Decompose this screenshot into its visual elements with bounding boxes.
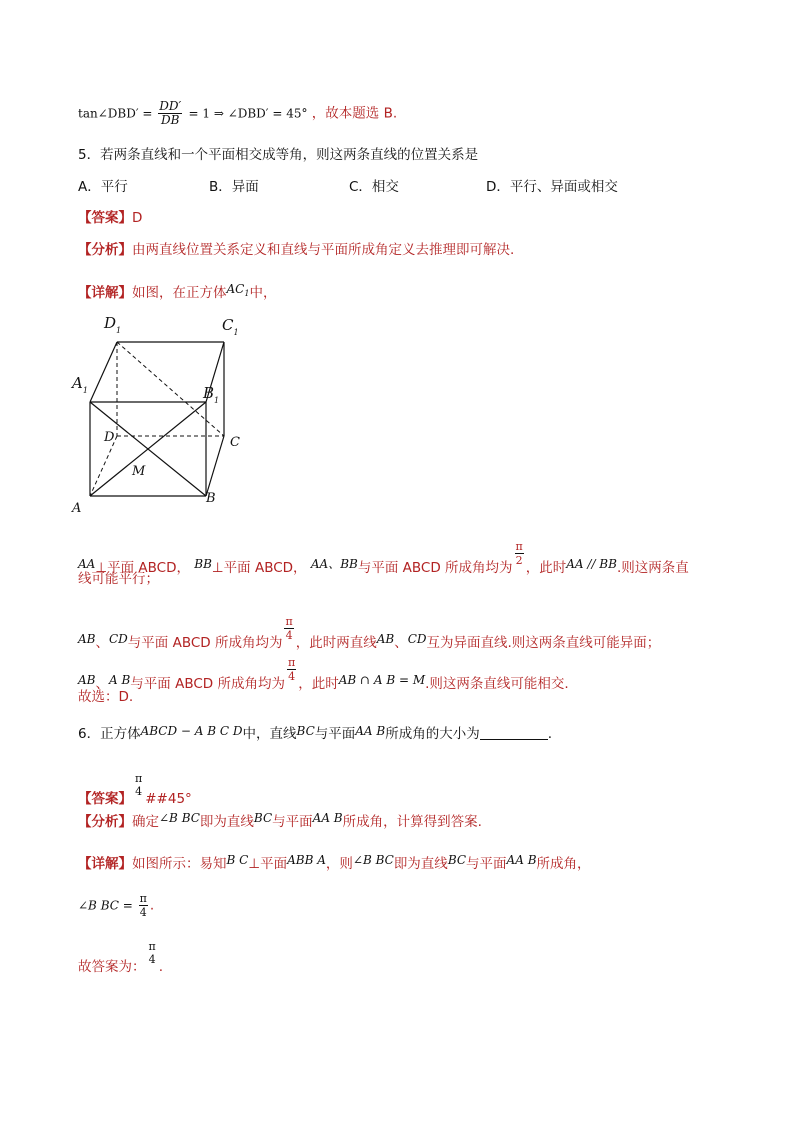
label-d: D <box>104 430 115 445</box>
eq-frac: $\frac{\pi}{4}$ <box>139 892 147 919</box>
frac-pi-2: $\frac{\pi}{2}$ <box>515 540 523 567</box>
q5-detail-skew: AB、CD与平面 ABCD 所成角均为 $\frac{\pi}{4}$ ，此时两直线AB、CD互为异面直线.则这两条直线可能异面； <box>78 615 661 651</box>
label-a1: $A_1$ <box>72 374 88 395</box>
tan-expression: tan∠DBD′ = <box>78 106 157 121</box>
q5-choice: 故选：D. <box>78 689 134 705</box>
edge-a1d1 <box>90 342 117 402</box>
q6-answer-line: 【答案】 π 4 ##45° <box>78 772 192 807</box>
label-d1: $D_1$ <box>104 314 122 335</box>
label-m: M <box>132 464 146 479</box>
final-frac: π 4 <box>148 940 156 966</box>
label-a: A <box>72 501 82 516</box>
top-conclusion: ，故本题选 B. <box>311 105 398 122</box>
q5-analysis-line <box>78 241 514 259</box>
tan-equation-line <box>78 100 397 127</box>
cube-name: $AC_1$ <box>226 282 250 298</box>
q5-detail-intersect: AB、A B与平面 ABCD 所成角均为 $\frac{\pi}{4}$ ，此时AB ∩ A B = M.则这两条直线可能相交. <box>78 656 569 692</box>
q5-option-b: B．异面 <box>209 179 259 195</box>
q5-option-c: C．相交 <box>349 179 399 195</box>
analysis-tag: 【分析】 <box>78 242 132 258</box>
answer-frac: π 4 <box>135 772 143 798</box>
q5-detail-line: 【详解】如图，在正方体$AC_1$中， <box>78 282 277 301</box>
frac-pi-4-b: $\frac{\pi}{4}$ <box>287 656 296 683</box>
q5-answer-line <box>78 209 142 227</box>
q5-answer: D <box>132 210 143 226</box>
answer-blank <box>480 726 548 740</box>
q5-detail-parallel: AA⊥平面 ABCD， BB⊥平面 ABCD， AA、BB与平面 ABCD 所成角均为 $\frac{\pi}{2}$ ，此时AA // BB.则这两条直 <box>78 540 689 576</box>
q6-detail-line: 【详解】如图所示：易知B C⊥平面ABB A，则∠B BC即为直线BC与平面AA B所成角， <box>78 853 591 872</box>
cube-figure <box>70 308 270 518</box>
edge-cb <box>206 436 224 496</box>
frac-pi-4: $\frac{\pi}{4}$ <box>285 615 293 642</box>
label-b1: $B_1$ <box>203 384 220 405</box>
answer-tag: 【答案】 <box>78 210 132 226</box>
q6-final: 故答案为： π 4 . <box>78 940 164 975</box>
q5-analysis: 由两直线位置关系定义和直线与平面所成角定义去推理即可解决. <box>132 242 515 258</box>
detail-tag: 【详解】 <box>78 285 132 301</box>
tan-result: = 1 ⇒ ∠DBD′ = 45° <box>188 106 308 121</box>
q5-option-d: D．平行、异面或相交 <box>486 179 618 195</box>
q6-question: 6．正方体ABCD − A B C D中，直线BC与平面AA B所成角的大小为 . <box>78 724 553 742</box>
hidden-edge-da <box>90 436 117 496</box>
tan-fraction: $\frac{DD'}{DB}$ <box>159 99 182 127</box>
q5-option-a: A．平行 <box>78 179 128 195</box>
q6-equation: ∠B BC = $\frac{\pi}{4}$ . <box>78 892 155 919</box>
q6-analysis-line: 【分析】确定∠B BC即为直线BC与平面AA B所成角，计算得到答案. <box>78 811 482 830</box>
label-b: B <box>206 491 216 506</box>
label-c1: $C_1$ <box>222 316 239 337</box>
q5-question: 5．若两条直线和一个平面相交成等角，则这两条直线的位置关系是 <box>78 147 479 163</box>
q5-detail-parallel-cont: 线可能平行； <box>78 571 159 587</box>
label-c: C <box>230 435 240 450</box>
